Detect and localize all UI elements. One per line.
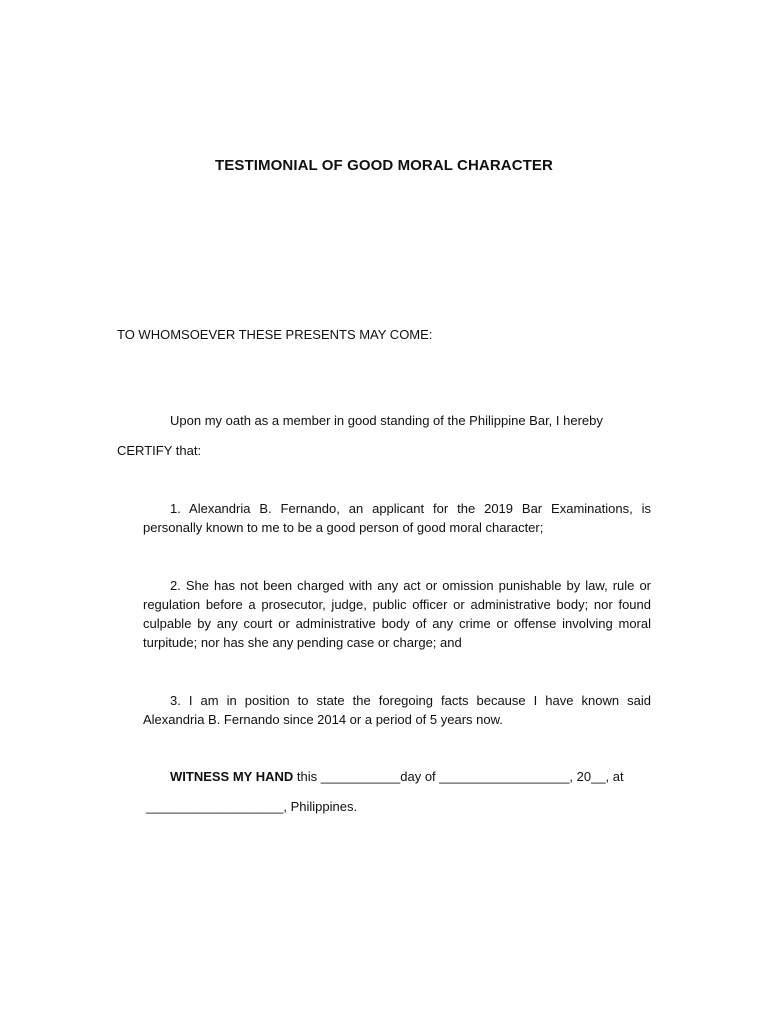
witness-label: WITNESS MY HAND [170, 769, 294, 784]
paragraph-1-text: 1. Alexandria B. Fernando, an applicant for the 2019 Bar Examinations, is personally known to me to be a good person of good moral character; [143, 501, 651, 535]
witness-line-1 [170, 769, 624, 784]
salutation: TO WHOMSOEVER THESE PRESENTS MAY COME: [117, 327, 433, 342]
paragraph-2-text: 2. She has not been charged with any act or omission punishable by law, rule or regulation before a prosecutor, judge, public officer or administrative body; nor found culpable by any court or administrative body of any crime or offense involving moral turpitude; nor has she any pending case or charge; and [143, 578, 651, 650]
witness-line-2: ___________________, Philippines. [146, 799, 358, 814]
paragraph-3 [143, 691, 651, 729]
document-title: TESTIMONIAL OF GOOD MORAL CHARACTER [215, 157, 553, 174]
witness-date-blanks: this ___________day of __________________, 20__, at [293, 769, 624, 784]
intro-line-1: Upon my oath as a member in good standing of the Philippine Bar, I hereby [170, 413, 603, 428]
paragraph-2 [143, 576, 651, 652]
paragraph-3-text: 3. I am in position to state the foregoing facts because I have known said Alexandria B. Fernando since 2014 or a period of 5 years now. [143, 693, 651, 727]
intro-line-2: CERTIFY that: [117, 443, 202, 458]
paragraph-1 [143, 499, 651, 537]
